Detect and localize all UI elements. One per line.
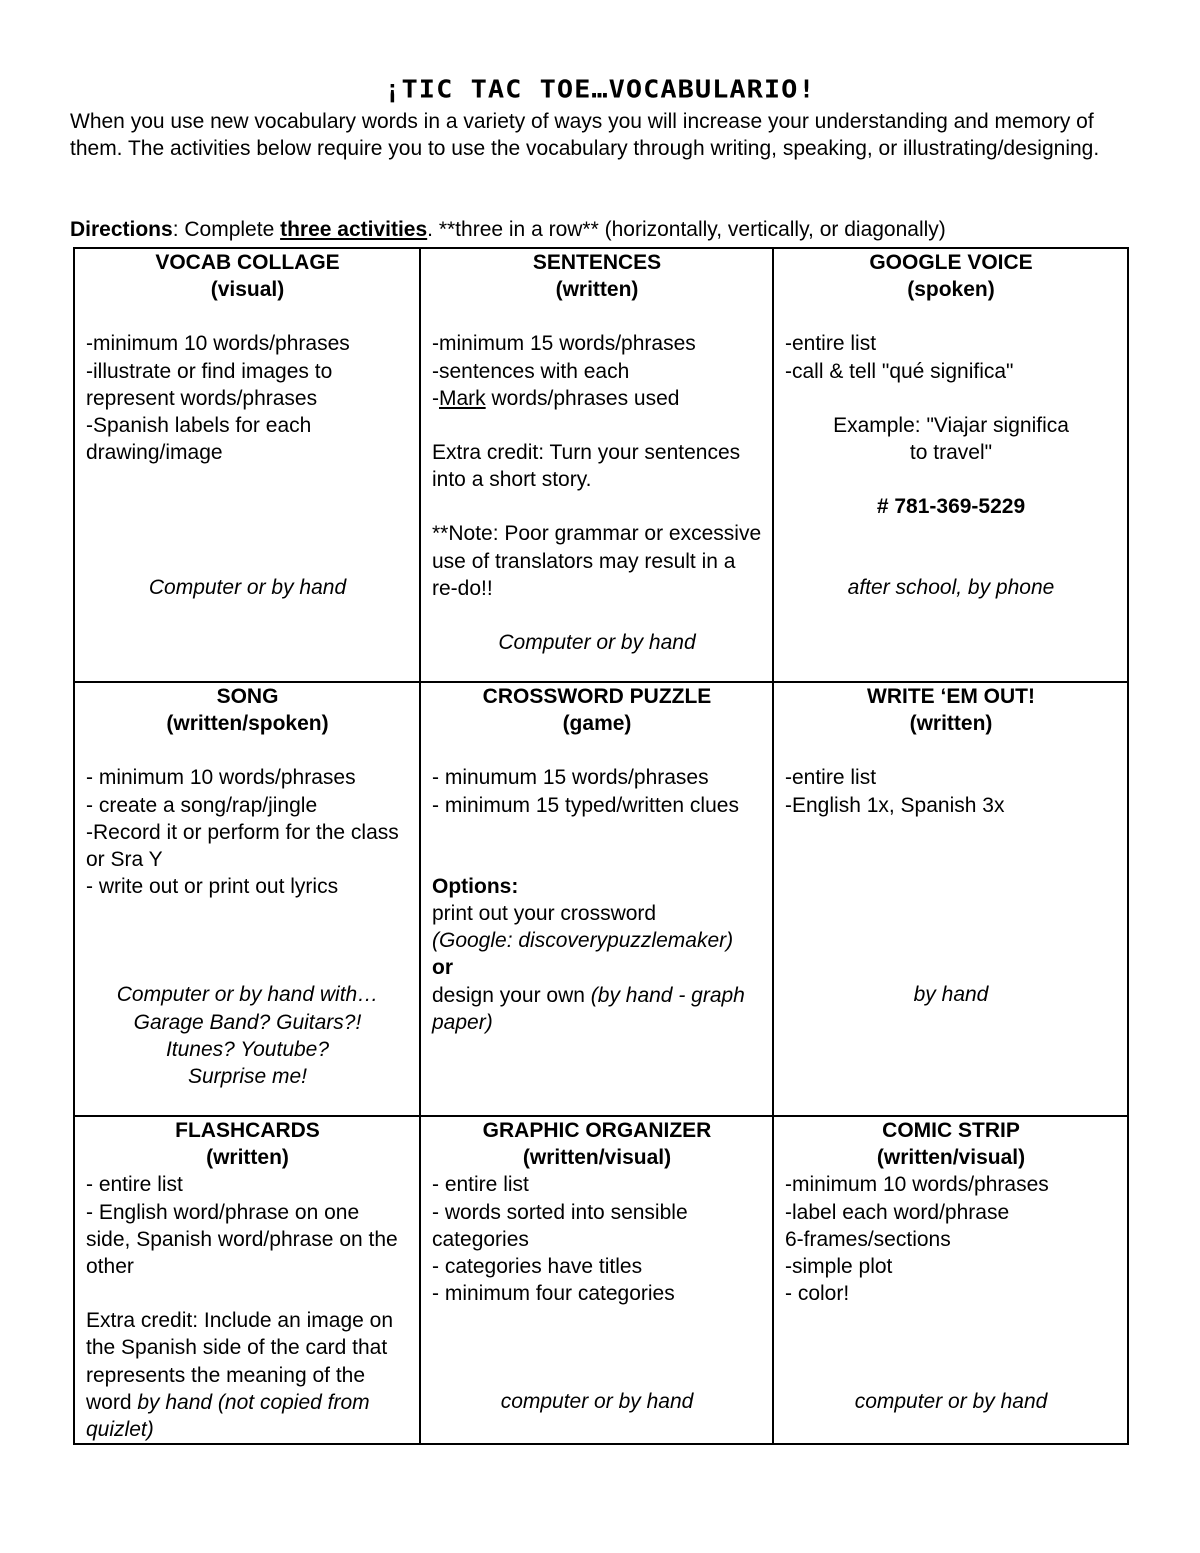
cell-title: COMIC STRIP [882,1119,1020,1142]
cell-type: (game) [562,712,632,736]
directions-post: . **three in a row** (horizontally, vertically, or diagonally) [427,218,946,241]
cell-write-em-out [773,682,1128,1116]
cell-type: (spoken) [907,278,995,302]
directions [70,216,1150,243]
cell-footer: Itunes? Youtube? [165,1037,330,1061]
cell-line: - minumum 15 words/phrases [432,766,709,790]
cell-song [74,682,420,1116]
option-design [432,982,762,1036]
cell-title: GOOGLE VOICE [869,251,1033,274]
cell-footer: computer or by hand [854,1390,1048,1414]
activity-grid [73,247,1129,1445]
or-text: or [432,956,453,980]
cell-type: (written) [909,712,993,736]
extra-credit: Extra credit: Turn your sentences into a short story. [432,441,741,492]
cell-line: - English word/phrase on one side, Spanish word/phrase on the other [86,1200,398,1279]
options-label: Options: [432,874,519,898]
cell-line: - minimum 15 typed/written clues [432,793,739,817]
mark-word: Mark [439,386,486,410]
intro-paragraph: When you use new vocabulary words in a variety of ways you will increase your understanding and memory of them. The activities below require you to use the vocabulary through writing, speaking, or illustrating/designing. [70,110,1100,160]
directions-pre: : Complete [172,218,281,241]
cell-type: (written) [555,278,639,302]
cell-footer: computer or by hand [500,1390,694,1414]
cell-line: - color! [785,1282,850,1306]
phone-number: # 781-369-5229 [876,495,1026,519]
cell-vocab-collage [74,248,420,682]
cell-line: -call & tell "qué significa" [785,359,1014,383]
cell-footer: by hand [913,982,989,1006]
grid-row-3 [74,1116,1128,1444]
line-prefix: - [432,386,439,410]
cell-line: - minimum four categories [432,1282,675,1306]
cell-footer: Surprise me! [187,1065,308,1089]
cell-line: -entire list [785,332,877,356]
grammar-note: **Note: Poor grammar or excessive use of translators may result in a re-do!! [432,522,762,600]
option-print-note: (Google: discoverypuzzlemaker) [432,929,734,953]
cell-line: - entire list [432,1173,529,1197]
grid-row-1 [74,248,1128,682]
cell-type: (written) [206,1146,289,1170]
page-title: ¡TIC TAC TOE…VOCABULARIO! [384,75,816,104]
cell-title: GRAPHIC ORGANIZER [482,1119,712,1142]
cell-crossword [420,682,773,1116]
directions-emphasis: three activities [280,218,428,241]
cell-footer: Computer or by hand [498,631,696,655]
cell-type: (written/visual) [522,1146,672,1170]
cell-line: 6-frames/sections [785,1227,951,1251]
example-text: Example: "Viajar significa to travel" [833,413,1069,465]
cell-sentences [420,248,773,682]
option-design-note: (by hand - graph paper) [432,983,745,1034]
cell-type: (written/spoken) [166,712,329,736]
cell-flashcards [74,1116,420,1444]
cell-line: -minimum 15 words/phrases [432,332,696,356]
cell-comic-strip [773,1116,1128,1444]
cell-line: -minimum 10 words/phrases [86,332,350,356]
grid-row-2 [74,682,1128,1116]
extra-credit-text: Extra credit: Include an image on the Spanish side of the card that represents the meaning of the word [86,1309,394,1414]
cell-title: WRITE ‘EM OUT! [867,685,1035,708]
cell-line: -English 1x, Spanish 3x [785,793,1005,817]
cell-line: - words sorted into sensible categories [432,1200,688,1251]
cell-line: - minimum 10 words/phrases [86,766,356,790]
cell-line: -illustrate or find images to represent words/phrases [86,359,333,410]
cell-title: FLASHCARDS [175,1119,320,1142]
cell-line: -Spanish labels for each drawing/image [86,414,312,465]
cell-title: VOCAB COLLAGE [155,251,340,274]
cell-line: - write out or print out lyrics [86,875,339,899]
cell-line: -sentences with each [432,359,630,383]
cell-line: - create a song/rap/jingle [86,793,318,817]
cell-line: -Record it or perform for the class or Sra Y [86,820,399,872]
cell-line [432,385,762,412]
cell-footer: Computer or by hand [148,576,347,600]
cell-footer: after school, by phone [847,576,1055,600]
cell-line: -label each word/phrase [785,1200,1010,1224]
cell-line: -minimum 10 words/phrases [785,1173,1049,1197]
cell-title: SENTENCES [532,251,662,274]
line-suffix: words/phrases used [485,386,680,410]
cell-line: - entire list [86,1173,183,1197]
cell-line: -simple plot [785,1255,893,1279]
cell-graphic-organizer [420,1116,773,1444]
cell-title: SONG [216,685,279,708]
option-print: print out your crossword [432,902,657,926]
cell-title: CROSSWORD PUZZLE [482,685,712,708]
cell-footer: Garage Band? Guitars?! [133,1010,362,1034]
extra-credit [86,1307,409,1443]
extra-credit-italic: by hand (not copied from quizlet) [86,1390,370,1442]
option-design-text: design your own [432,983,591,1007]
directions-label: Directions [70,218,173,241]
cell-google-voice [773,248,1128,682]
cell-line: -entire list [785,766,877,790]
cell-type: (written/visual) [876,1146,1026,1170]
cell-footer: Computer or by hand with… [116,983,379,1007]
cell-line: - categories have titles [432,1255,643,1279]
cell-type: (visual) [210,278,285,302]
